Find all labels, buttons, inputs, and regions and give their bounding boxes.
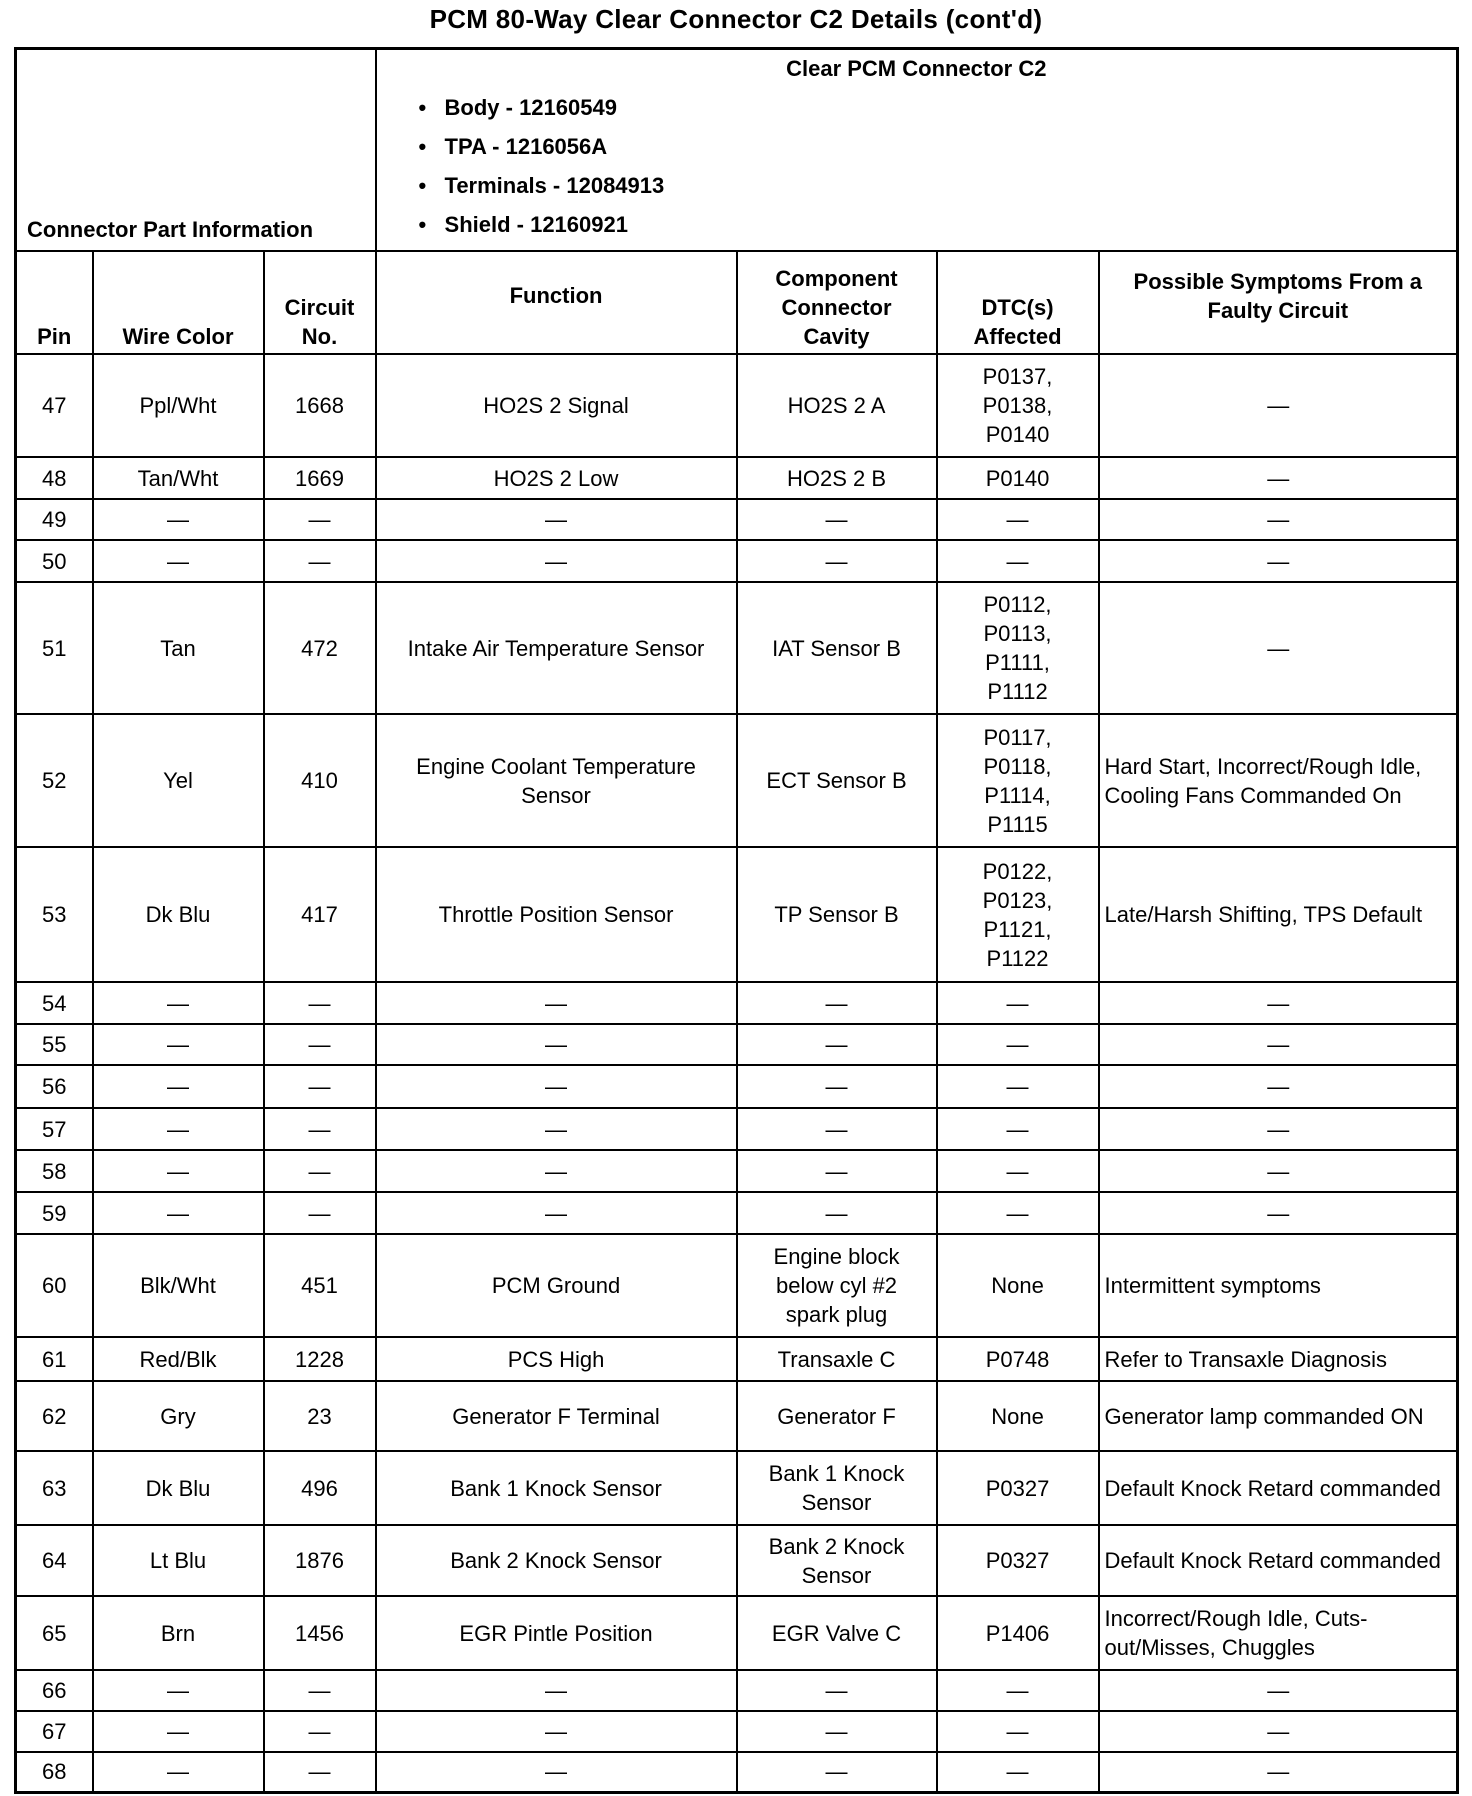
circuit-no-cell: 417: [264, 847, 376, 982]
dtc-cell: —: [937, 1150, 1099, 1192]
circuit-no-cell: 1669: [264, 457, 376, 499]
pin-cell: 62: [16, 1381, 93, 1451]
symptoms-cell: —: [1099, 1065, 1458, 1108]
cavity-cell: Generator F: [737, 1381, 937, 1451]
wire-color-cell: Gry: [93, 1381, 264, 1451]
table-row: [16, 457, 1458, 499]
wire-color-cell: —: [93, 1150, 264, 1192]
connector-table: [14, 47, 1459, 1794]
table-row: [16, 540, 1458, 582]
part-number-text: Body - 12160549: [444, 95, 617, 120]
pin-cell: 47: [16, 354, 93, 457]
symptoms-cell: —: [1099, 1108, 1458, 1150]
circuit-no-cell: —: [264, 1670, 376, 1711]
symptoms-cell: —: [1099, 1150, 1458, 1192]
function-cell: —: [376, 1024, 737, 1065]
dtc-cell: P0122, P0123, P1121, P1122: [937, 847, 1099, 982]
part-number-item: [419, 88, 1457, 127]
circuit-no-cell: 1668: [264, 354, 376, 457]
dtc-cell: P0137, P0138, P0140: [937, 354, 1099, 457]
cavity-cell: —: [737, 982, 937, 1024]
cavity-cell: HO2S 2 B: [737, 457, 937, 499]
function-cell: —: [376, 1192, 737, 1234]
table-row: [16, 1596, 1458, 1670]
col-header-circuit-no: Circuit No.: [264, 251, 376, 354]
circuit-no-cell: —: [264, 1108, 376, 1150]
cavity-cell: ECT Sensor B: [737, 714, 937, 847]
cavity-cell: —: [737, 1065, 937, 1108]
connector-info-row: [16, 49, 1458, 252]
table-row: [16, 1525, 1458, 1596]
cavity-cell: —: [737, 1150, 937, 1192]
circuit-no-cell: 451: [264, 1234, 376, 1337]
column-header-row: [16, 251, 1458, 354]
symptoms-cell: —: [1099, 540, 1458, 582]
part-number-item: [419, 205, 1457, 244]
cavity-cell: Bank 1 Knock Sensor: [737, 1451, 937, 1525]
function-cell: —: [376, 540, 737, 582]
cavity-cell: —: [737, 540, 937, 582]
function-cell: PCS High: [376, 1337, 737, 1381]
function-cell: HO2S 2 Signal: [376, 354, 737, 457]
dtc-cell: P0327: [937, 1451, 1099, 1525]
table-row: [16, 982, 1458, 1024]
wire-color-cell: Lt Blu: [93, 1525, 264, 1596]
pin-cell: 58: [16, 1150, 93, 1192]
cavity-cell: —: [737, 1192, 937, 1234]
pin-cell: 68: [16, 1752, 93, 1792]
dtc-cell: —: [937, 1670, 1099, 1711]
table-row: [16, 847, 1458, 982]
col-header-cavity: Component Connector Cavity: [737, 251, 937, 354]
dtc-cell: —: [937, 1065, 1099, 1108]
cavity-cell: Engine block below cyl #2 spark plug: [737, 1234, 937, 1337]
pin-cell: 50: [16, 540, 93, 582]
circuit-no-cell: —: [264, 1192, 376, 1234]
function-cell: —: [376, 1752, 737, 1792]
dtc-cell: —: [937, 982, 1099, 1024]
dtc-cell: P0112, P0113, P1111, P1112: [937, 582, 1099, 714]
table-row: [16, 1451, 1458, 1525]
circuit-no-cell: 410: [264, 714, 376, 847]
circuit-no-cell: —: [264, 982, 376, 1024]
part-number-item: [419, 166, 1457, 205]
wire-color-cell: —: [93, 540, 264, 582]
pin-cell: 66: [16, 1670, 93, 1711]
pin-cell: 63: [16, 1451, 93, 1525]
cavity-cell: Bank 2 Knock Sensor: [737, 1525, 937, 1596]
bullet-icon: •: [418, 212, 427, 237]
dtc-cell: —: [937, 1192, 1099, 1234]
table-row: [16, 582, 1458, 714]
page-title: PCM 80-Way Clear Connector C2 Details (cont'd): [429, 4, 1043, 34]
circuit-no-cell: 1456: [264, 1596, 376, 1670]
table-row: [16, 499, 1458, 540]
function-cell: —: [376, 1711, 737, 1752]
symptoms-cell: —: [1099, 982, 1458, 1024]
table-row: [16, 714, 1458, 847]
bullet-icon: •: [418, 95, 427, 120]
pin-cell: 57: [16, 1108, 93, 1150]
circuit-no-cell: —: [264, 1065, 376, 1108]
function-cell: —: [376, 1108, 737, 1150]
function-cell: Engine Coolant Temperature Sensor: [376, 714, 737, 847]
symptoms-cell: Hard Start, Incorrect/Rough Idle, Cooling Fans Commanded On: [1099, 714, 1458, 847]
cavity-cell: EGR Valve C: [737, 1596, 937, 1670]
function-cell: Bank 2 Knock Sensor: [376, 1525, 737, 1596]
symptoms-cell: —: [1099, 1192, 1458, 1234]
table-row: [16, 1024, 1458, 1065]
circuit-no-cell: 472: [264, 582, 376, 714]
pin-cell: 65: [16, 1596, 93, 1670]
dtc-cell: —: [937, 540, 1099, 582]
wire-color-cell: Brn: [93, 1596, 264, 1670]
cavity-cell: —: [737, 499, 937, 540]
table-row: [16, 1234, 1458, 1337]
wire-color-cell: —: [93, 1711, 264, 1752]
pin-cell: 52: [16, 714, 93, 847]
wire-color-cell: —: [93, 1192, 264, 1234]
part-number-text: Terminals - 12084913: [444, 173, 665, 198]
function-cell: —: [376, 1670, 737, 1711]
wire-color-cell: Dk Blu: [93, 847, 264, 982]
col-header-dtc: DTC(s) Affected: [937, 251, 1099, 354]
wire-color-cell: Ppl/Wht: [93, 354, 264, 457]
dtc-cell: None: [937, 1234, 1099, 1337]
table-row: [16, 1337, 1458, 1381]
table-row: [16, 1108, 1458, 1150]
part-number-item: [419, 127, 1457, 166]
circuit-no-cell: —: [264, 540, 376, 582]
function-cell: Intake Air Temperature Sensor: [376, 582, 737, 714]
cavity-cell: Transaxle C: [737, 1337, 937, 1381]
pin-cell: 56: [16, 1065, 93, 1108]
table-row: [16, 1150, 1458, 1192]
circuit-no-cell: —: [264, 499, 376, 540]
wire-color-cell: —: [93, 1752, 264, 1792]
function-cell: Generator F Terminal: [376, 1381, 737, 1451]
cavity-cell: IAT Sensor B: [737, 582, 937, 714]
symptoms-cell: Generator lamp commanded ON: [1099, 1381, 1458, 1451]
function-cell: HO2S 2 Low: [376, 457, 737, 499]
symptoms-cell: Late/Harsh Shifting, TPS Default: [1099, 847, 1458, 982]
bullet-icon: •: [418, 173, 427, 198]
table-row: [16, 1065, 1458, 1108]
pin-cell: 67: [16, 1711, 93, 1752]
symptoms-cell: Incorrect/Rough Idle, Cuts-out/Misses, Chuggles: [1099, 1596, 1458, 1670]
pin-cell: 60: [16, 1234, 93, 1337]
symptoms-cell: Default Knock Retard commanded: [1099, 1451, 1458, 1525]
function-cell: EGR Pintle Position: [376, 1596, 737, 1670]
cavity-cell: —: [737, 1024, 937, 1065]
col-header-pin: Pin: [16, 251, 93, 354]
wire-color-cell: Tan: [93, 582, 264, 714]
symptoms-cell: —: [1099, 457, 1458, 499]
dtc-cell: —: [937, 1752, 1099, 1792]
dtc-cell: —: [937, 1711, 1099, 1752]
cavity-cell: —: [737, 1670, 937, 1711]
col-header-wire-color: Wire Color: [93, 251, 264, 354]
dtc-cell: P0117, P0118, P1114, P1115: [937, 714, 1099, 847]
cavity-cell: —: [737, 1752, 937, 1792]
connector-heading: Clear PCM Connector C2: [786, 56, 1047, 81]
wire-color-cell: —: [93, 1024, 264, 1065]
circuit-no-cell: —: [264, 1711, 376, 1752]
dtc-cell: —: [937, 1108, 1099, 1150]
table-row: [16, 1192, 1458, 1234]
wire-color-cell: Blk/Wht: [93, 1234, 264, 1337]
symptoms-cell: —: [1099, 1752, 1458, 1792]
dtc-cell: P1406: [937, 1596, 1099, 1670]
dtc-cell: P0748: [937, 1337, 1099, 1381]
pin-cell: 48: [16, 457, 93, 499]
cavity-cell: —: [737, 1711, 937, 1752]
dtc-cell: —: [937, 1024, 1099, 1065]
symptoms-cell: Refer to Transaxle Diagnosis: [1099, 1337, 1458, 1381]
col-header-symptoms: Possible Symptoms From a Faulty Circuit: [1099, 251, 1458, 354]
function-cell: Throttle Position Sensor: [376, 847, 737, 982]
symptoms-cell: —: [1099, 499, 1458, 540]
wire-color-cell: —: [93, 982, 264, 1024]
circuit-no-cell: 1876: [264, 1525, 376, 1596]
function-cell: Bank 1 Knock Sensor: [376, 1451, 737, 1525]
pin-cell: 49: [16, 499, 93, 540]
pin-cell: 55: [16, 1024, 93, 1065]
function-cell: —: [376, 499, 737, 540]
symptoms-cell: —: [1099, 354, 1458, 457]
connector-part-info-label: Connector Part Information: [16, 49, 376, 252]
table-row: [16, 1670, 1458, 1711]
circuit-no-cell: —: [264, 1024, 376, 1065]
connector-part-info: [376, 49, 1458, 252]
pin-cell: 59: [16, 1192, 93, 1234]
wire-color-cell: Tan/Wht: [93, 457, 264, 499]
table-row: [16, 354, 1458, 457]
symptoms-cell: —: [1099, 1711, 1458, 1752]
circuit-no-cell: —: [264, 1150, 376, 1192]
wire-color-cell: Yel: [93, 714, 264, 847]
symptoms-cell: —: [1099, 1670, 1458, 1711]
part-number-text: Shield - 12160921: [444, 212, 628, 237]
wire-color-cell: —: [93, 1670, 264, 1711]
dtc-cell: —: [937, 499, 1099, 540]
pin-cell: 61: [16, 1337, 93, 1381]
table-row: [16, 1381, 1458, 1451]
wire-color-cell: —: [93, 499, 264, 540]
part-numbers-list: [377, 88, 1457, 244]
function-cell: —: [376, 982, 737, 1024]
pin-cell: 53: [16, 847, 93, 982]
circuit-no-cell: —: [264, 1752, 376, 1792]
wire-color-cell: —: [93, 1065, 264, 1108]
symptoms-cell: —: [1099, 1024, 1458, 1065]
pin-cell: 51: [16, 582, 93, 714]
circuit-no-cell: 23: [264, 1381, 376, 1451]
cavity-cell: TP Sensor B: [737, 847, 937, 982]
function-cell: —: [376, 1065, 737, 1108]
wire-color-cell: —: [93, 1108, 264, 1150]
table-row: [16, 1711, 1458, 1752]
bullet-icon: •: [418, 134, 427, 159]
function-cell: —: [376, 1150, 737, 1192]
pin-rows: [16, 354, 1458, 1792]
wire-color-cell: Red/Blk: [93, 1337, 264, 1381]
function-cell: PCM Ground: [376, 1234, 737, 1337]
symptoms-cell: Intermittent symptoms: [1099, 1234, 1458, 1337]
circuit-no-cell: 496: [264, 1451, 376, 1525]
cavity-cell: —: [737, 1108, 937, 1150]
cavity-cell: HO2S 2 A: [737, 354, 937, 457]
wire-color-cell: Dk Blu: [93, 1451, 264, 1525]
circuit-no-cell: 1228: [264, 1337, 376, 1381]
symptoms-cell: —: [1099, 582, 1458, 714]
dtc-cell: None: [937, 1381, 1099, 1451]
pin-cell: 54: [16, 982, 93, 1024]
table-row: [16, 1752, 1458, 1792]
dtc-cell: P0327: [937, 1525, 1099, 1596]
symptoms-cell: Default Knock Retard commanded: [1099, 1525, 1458, 1596]
dtc-cell: P0140: [937, 457, 1099, 499]
part-number-text: TPA - 1216056A: [444, 134, 608, 159]
pin-cell: 64: [16, 1525, 93, 1596]
col-header-function: Function: [376, 251, 737, 354]
